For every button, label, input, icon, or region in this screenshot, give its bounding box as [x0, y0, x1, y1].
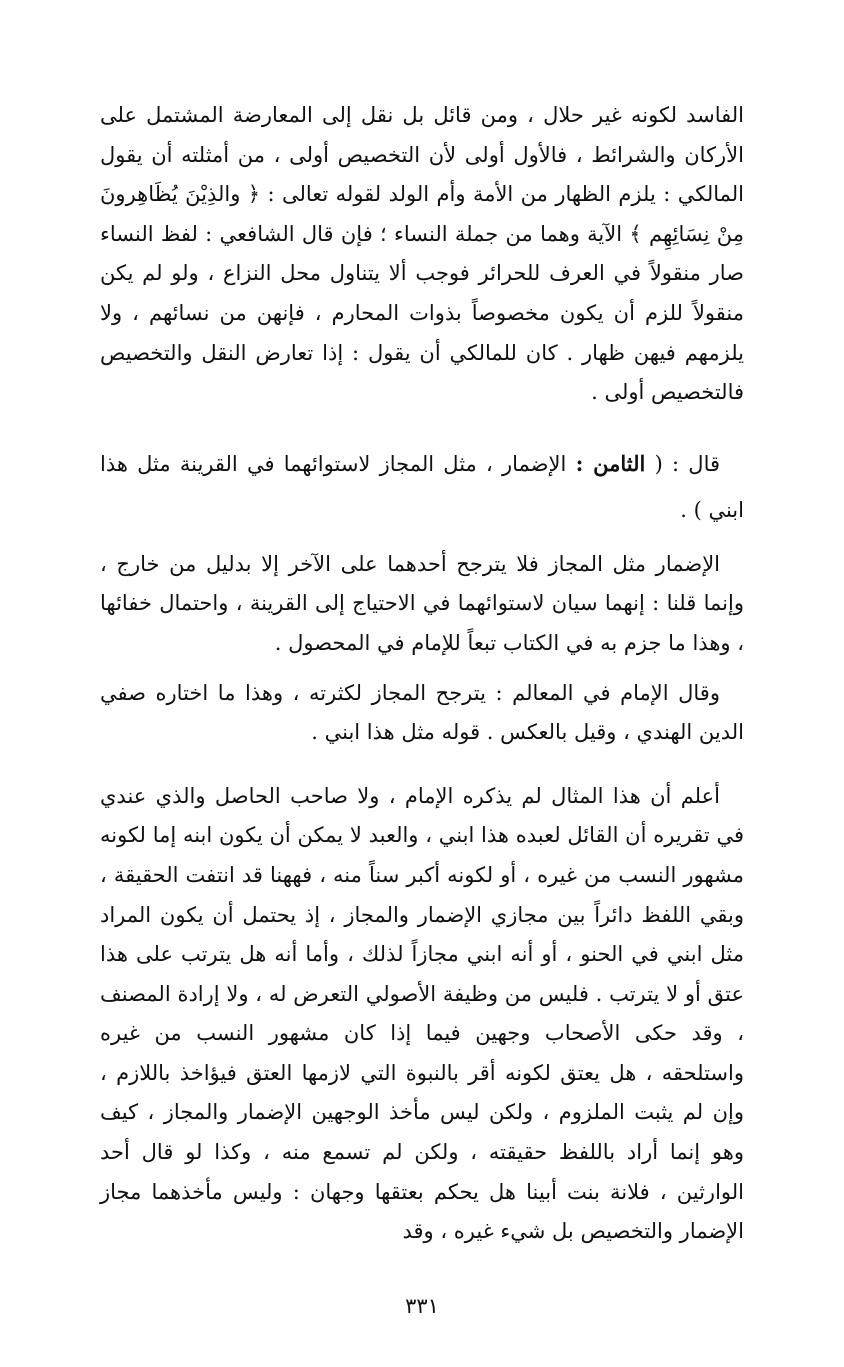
paragraph-idmar-explanation: الإضمار مثل المجاز فلا يترجح أحدهما على الآخر إلا بدليل من خارج ، وإنما قلنا : إنهما سيان لاستوائهما في الاحتياج إلى القرينة ، واحتمال خفائها ، وهذا ما جزم به في الكتاب تبعاً للإمام في المحصول .	[100, 551, 744, 655]
eighth-term-heading: الثامن :	[575, 450, 646, 476]
matn-quote-eighth	[100, 441, 744, 533]
quote-opening: قال : (	[645, 451, 721, 476]
paragraph-imam-opinion: وقال الإمام في المعالم : يترجح المجاز لكثرته ، وهذا ما اختاره صفي الدين الهندي ، وقيل بالعكس . قوله مثل هذا ابني .	[100, 680, 744, 745]
page-body	[100, 96, 744, 1252]
quote-text: الإضمار ، مثل المجاز لاستوائهما في القرينة مثل هذا ابني ) .	[100, 451, 744, 522]
paragraph-example-analysis: أعلم أن هذا المثال لم يذكره الإمام ، ولا صاحب الحاصل والذي عندي في تقريره أن القائل لعبده هذا ابني ، والعبد لا يمكن أن يكون ابنه إما لكونه مشهور النسب من غيره ، أو لكونه أكبر سناً منه ، فههنا قد انتفت الحقيقة ، وبقي اللفظ دائراً بين مجازي الإضمار والمجاز ، إذ يحتمل أن يكون المراد مثل ابني في الحنو ، أو أنه ابني مجازاً لذلك ، وأما أنه هل يترتب على هذا عتق أو لا يترتب . فليس من وظيفة الأصولي التعرض له ، ولا إرادة المصنف ، وقد حكى الأصحاب وجهين فيما إذا كان مشهور النسب من غيره واستلحقه ، هل يعتق لكونه أقر بالنبوة التي لازمها العتق فيؤاخذ باللازم ، وإن لم يثبت الملزوم ، ولكن ليس مأخذ الوجهين الإضمار والمجاز ، كيف وهو إنما أراد باللفظ حقيقته ، ولكن لم تسمع منه ، وكذا لو قال أحد الوارثين ، فلانة بنت أبينا هل يحكم بعتقها وجهان : وليس مأخذهما مجاز الإضمار والتخصيص بل شيء غيره ، وقد	[100, 783, 744, 1244]
paragraph-specialization-example: الفاسد لكونه غير حلال ، ومن قائل بل نقل إلى المعارضة المشتمل على الأركان والشرائط ، فالأول أولى لأن التخصيص أولى ، من أمثلته أن يقول المالكي : يلزم الظهار من الأمة وأم الولد لقوله تعالى : ﴿ والذِيْنَ يُظَاهِرونَ مِنْ نِسَائِهِم ﴾ الآية وهما من جملة النساء ؛ فإن قال الشافعي : لفظ النساء صار منقولاً في العرف للحرائر فوجب ألا يتناول محل النزاع ، ولو لم يكن منقولاً للزم أن يكون مخصوصاً بذوات المحارم ، فإنهن من نسائهم ، ولا يلزمهم فيهن ظهار . كان للمالكي أن يقول : إذا تعارض النقل والتخصيص فالتخصيص أولى .	[100, 103, 744, 405]
page-number: ٣٣١	[405, 1294, 439, 1318]
